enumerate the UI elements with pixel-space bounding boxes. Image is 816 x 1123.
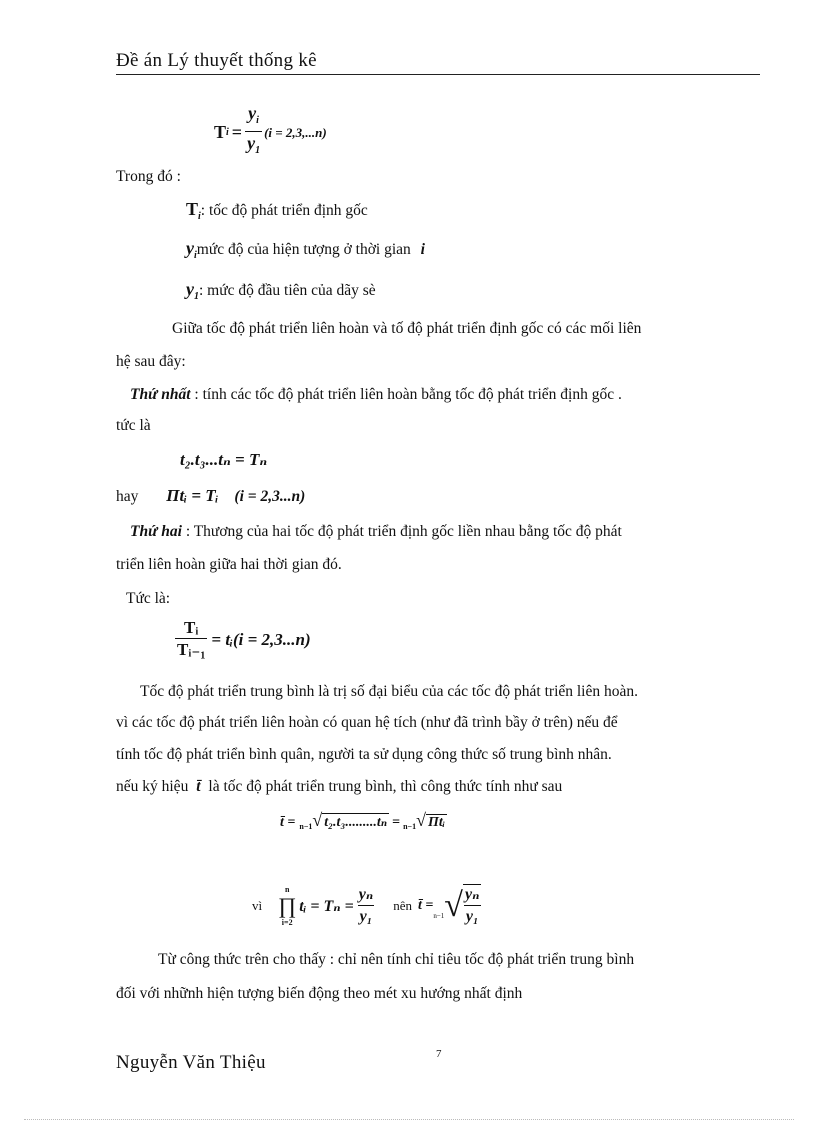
para2-line2: vì các tốc độ phát triển liên hoàn có quan hệ tích (như đã trình bầy ở trên) nếu để [116, 714, 618, 731]
formula4-rhs: = tᵢ(i = 2,3...n) [211, 629, 311, 649]
para2-line1: Tốc độ phát triển trung bình là trị số đại biểu của các tốc độ phát triển liên hoàn. [140, 683, 638, 700]
formula1-den-sub: 1 [255, 145, 261, 156]
def3-sub: 1 [194, 291, 199, 302]
formula5-root2: Πtᵢ [428, 815, 446, 830]
intro-text: Trong đó : [116, 168, 181, 185]
para1-line2: hệ sau đây: [116, 353, 186, 370]
definition-yi [186, 238, 425, 266]
formula6-fraction [357, 885, 375, 928]
page-header-title: Đề án Lý thuyết thống kê [116, 50, 317, 71]
formula4-num: Tᵢ [184, 618, 199, 637]
formula6-den: y₁ [358, 905, 375, 928]
formula1-num: y [248, 103, 257, 123]
def1-sub: i [198, 211, 201, 222]
formula5-index2: n−1 [403, 822, 417, 831]
formula4-fraction [175, 618, 207, 661]
def2-symbol: y [186, 238, 194, 258]
formula-because-row: vì n ∏ i=2 tᵢ = Tₙ = $\frac{\text{yₙ}}{\text{y₁}}$ nên t̄ = n−1 √ $\frac{\text{yₙ}}{\text{y₁}}$ [252, 885, 480, 927]
def2-text: mức độ của hiện tượng ở thời gian [196, 241, 411, 258]
second-relation-line1 [130, 522, 622, 542]
formula1-den: y [247, 133, 256, 153]
second-relation-line3: Tức là: [126, 590, 171, 607]
formula5-mid: = [392, 815, 401, 830]
formula6-prod-bot: i=2 [281, 918, 293, 927]
header-rule [116, 74, 760, 75]
formula1-lhs: T [214, 122, 227, 142]
formula6-root-num: yₙ [464, 886, 480, 903]
formula6-num: yₙ [358, 885, 374, 903]
formula-ratio [175, 618, 311, 661]
formula-hay-row [116, 486, 305, 507]
para2-var: t̄ [196, 778, 201, 795]
first-text: : tính các tốc độ phát triển liên hoàn bằng tốc độ phát triển định gốc . [194, 386, 622, 403]
formula1-fraction [245, 103, 262, 162]
formula-geometric-mean: t̄ = n−1 √ t₂.t₃.........tₙ = n−1 √ Πtᵢ [280, 810, 446, 831]
formula6-lhs2: t̄ = [417, 898, 434, 913]
first-relation-line1 [130, 385, 622, 405]
formula1-lhs-sub: i [226, 127, 229, 138]
formula6-root-den: y₁ [464, 905, 481, 928]
formula1-num-sub: i [256, 115, 259, 126]
definition-y1 [186, 279, 376, 307]
para2-line4a: nếu ký hiệu [116, 778, 189, 795]
def2-sub: i [194, 250, 197, 261]
formula6-root-fraction [463, 884, 481, 928]
formula5-root1: t₂.t₃.........tₙ [324, 815, 388, 830]
para3-line1: Từ công thức trên cho thấy : chỉ nên tính chỉ tiêu tốc độ phát triển trung bình [158, 951, 635, 968]
first-relation-line2: tức là [116, 417, 151, 434]
para2-line4 [116, 777, 562, 797]
formula5-index1: n−1 [299, 822, 313, 831]
formula1-eq: = [231, 122, 243, 142]
def3-text: : mức độ đầu tiên của dãy sè [199, 282, 376, 299]
def3-symbol: y [186, 279, 194, 299]
formula6-index: n−1 [433, 912, 445, 920]
formula6-product [278, 884, 296, 928]
page-bottom-border [24, 1119, 794, 1120]
formula-definite-index [214, 103, 327, 162]
para2-line3: tính tốc độ phát triển bình quân, người ta sử dụng công thức số trung bình nhân. [116, 746, 612, 763]
footer-author: Nguyễn Văn Thiệu [116, 1052, 266, 1073]
formula6-prod-top: n [284, 885, 290, 894]
second-text: : Thương của hai tốc độ phát triển định gốc liền nhau bằng tốc độ phát [185, 523, 622, 540]
formula3-main: Πtᵢ = Tᵢ [166, 486, 219, 505]
formula3-cond: (i = 2,3...n) [234, 488, 306, 505]
para3-line2: đối với nhữnh hiện tượng biến động theo mét xu hướng nhất định [116, 985, 523, 1002]
second-relation-line2: triển liên hoàn giữa hai thời gian đó. [116, 556, 342, 573]
formula6-mid: nên [393, 898, 412, 913]
para2-line4b: là tốc độ phát triển trung bình, thì công thức tính như sau [208, 778, 563, 795]
para1-line1: Giữa tốc độ phát triển liên hoàn và tố độ phát triển định gốc có các mối liên [172, 320, 642, 337]
definition-Ti [186, 199, 368, 227]
hay-word: hay [116, 488, 139, 505]
formula6-prod-symbol: ∏ [278, 893, 297, 918]
page-number: 7 [436, 1048, 442, 1060]
formula6-prod-body: tᵢ = Tₙ = [299, 898, 354, 915]
formula-product-chain: t₂.t₃...tₙ = Tₙ [180, 450, 268, 469]
formula5-lhs: t̄ = [280, 815, 296, 830]
formula4-den: Tᵢ₋₁ [177, 640, 206, 659]
def1-symbol: T [186, 199, 199, 219]
second-label: Thứ hai [130, 523, 182, 540]
first-label: Thứ nhất [130, 386, 191, 403]
def1-text: : tốc độ phát triển định gốc [200, 202, 368, 219]
formula6-prefix: vì [252, 898, 263, 913]
def2-var: i [420, 241, 425, 258]
formula1-cond: (i = 2,3,...n) [264, 124, 327, 140]
